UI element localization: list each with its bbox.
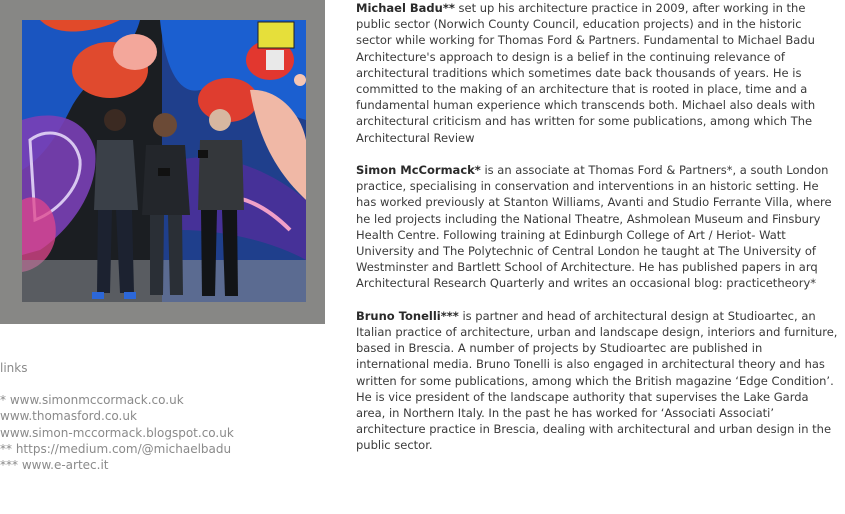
link-e-artec[interactable]: *** www.e-artec.it [0, 458, 109, 473]
architects-photo [0, 0, 325, 324]
architect-bios [356, 0, 838, 470]
bio-name: Bruno Tonelli*** [356, 308, 459, 323]
link-simonmccormack[interactable]: * www.simonmccormack.co.uk [0, 393, 184, 408]
bio-text: is an associate at Thomas Ford & Partners*, a south London practice, specialising in conservation and interventions in an historic setting. He has worked previously at Stanton Williams, Avanti and Studio Ferrante Villa, where he led projects including the National Theatre, Ashmolean Museum and Finsbury Health Centre. Following training at Edinburgh College of Art / Heriot- Watt University and The Polytechnic of Central London he taught at The University of Westminster and Bartlett School of Architecture. He has published papers in arq Architectural Research Quarterly and writes an occasional blog: practicetheory* [356, 163, 832, 291]
link-medium-michaelbadu[interactable]: ** https://medium.com/@michaelbadu [0, 441, 232, 456]
bio-name: Michael Badu** [356, 1, 455, 15]
link-simon-mccormack-blog[interactable]: www.simon-mccormack.blogspot.co.uk [0, 425, 234, 440]
bio-simon-mccormack [356, 162, 838, 292]
links-section [0, 360, 340, 473]
bio-text: is partner and head of architectural design at Studioartec, an Italian practice of architecture, urban and landscape design, interiors and furniture, based in Brescia. A number of projects by Studioartec are published in international media. Bruno Tonelli is also engaged in architectural theory and has written for some publications, among which the British magazine ‘Edge Condition’. [356, 308, 838, 388]
bio-text-continued: He is vice president of the landscape authority that supervises the Lake Garda area, in Northern Italy. In the past he has worked for ‘Associati Associati’ architecture practice in Brescia, dealing with architectural and urban design in the public sector. [356, 389, 832, 453]
link-thomasford[interactable]: www.thomasford.co.uk [0, 409, 137, 424]
bio-name: Simon McCormack* [356, 163, 481, 178]
bio-michael-badu [356, 0, 838, 146]
bio-text: set up his architecture practice in 2009, after working in the public sector (Norwich County Council, education projects) and in the historic sector while working for Thomas Ford & Partners. Fundamental to Michael Badu Architecture's approach to design is a belief in the continuing relevance of architectural traditions which sometimes date back thousands of years. He is committed to the making of an architecture that is rooted in place, time and a fundamental human experience which transcends both. Michael also deals with architectural criticism and has written for some publications, among which The Architectural Review [356, 1, 816, 145]
links-title: links [0, 361, 28, 375]
bio-bruno-tonelli [356, 308, 838, 454]
